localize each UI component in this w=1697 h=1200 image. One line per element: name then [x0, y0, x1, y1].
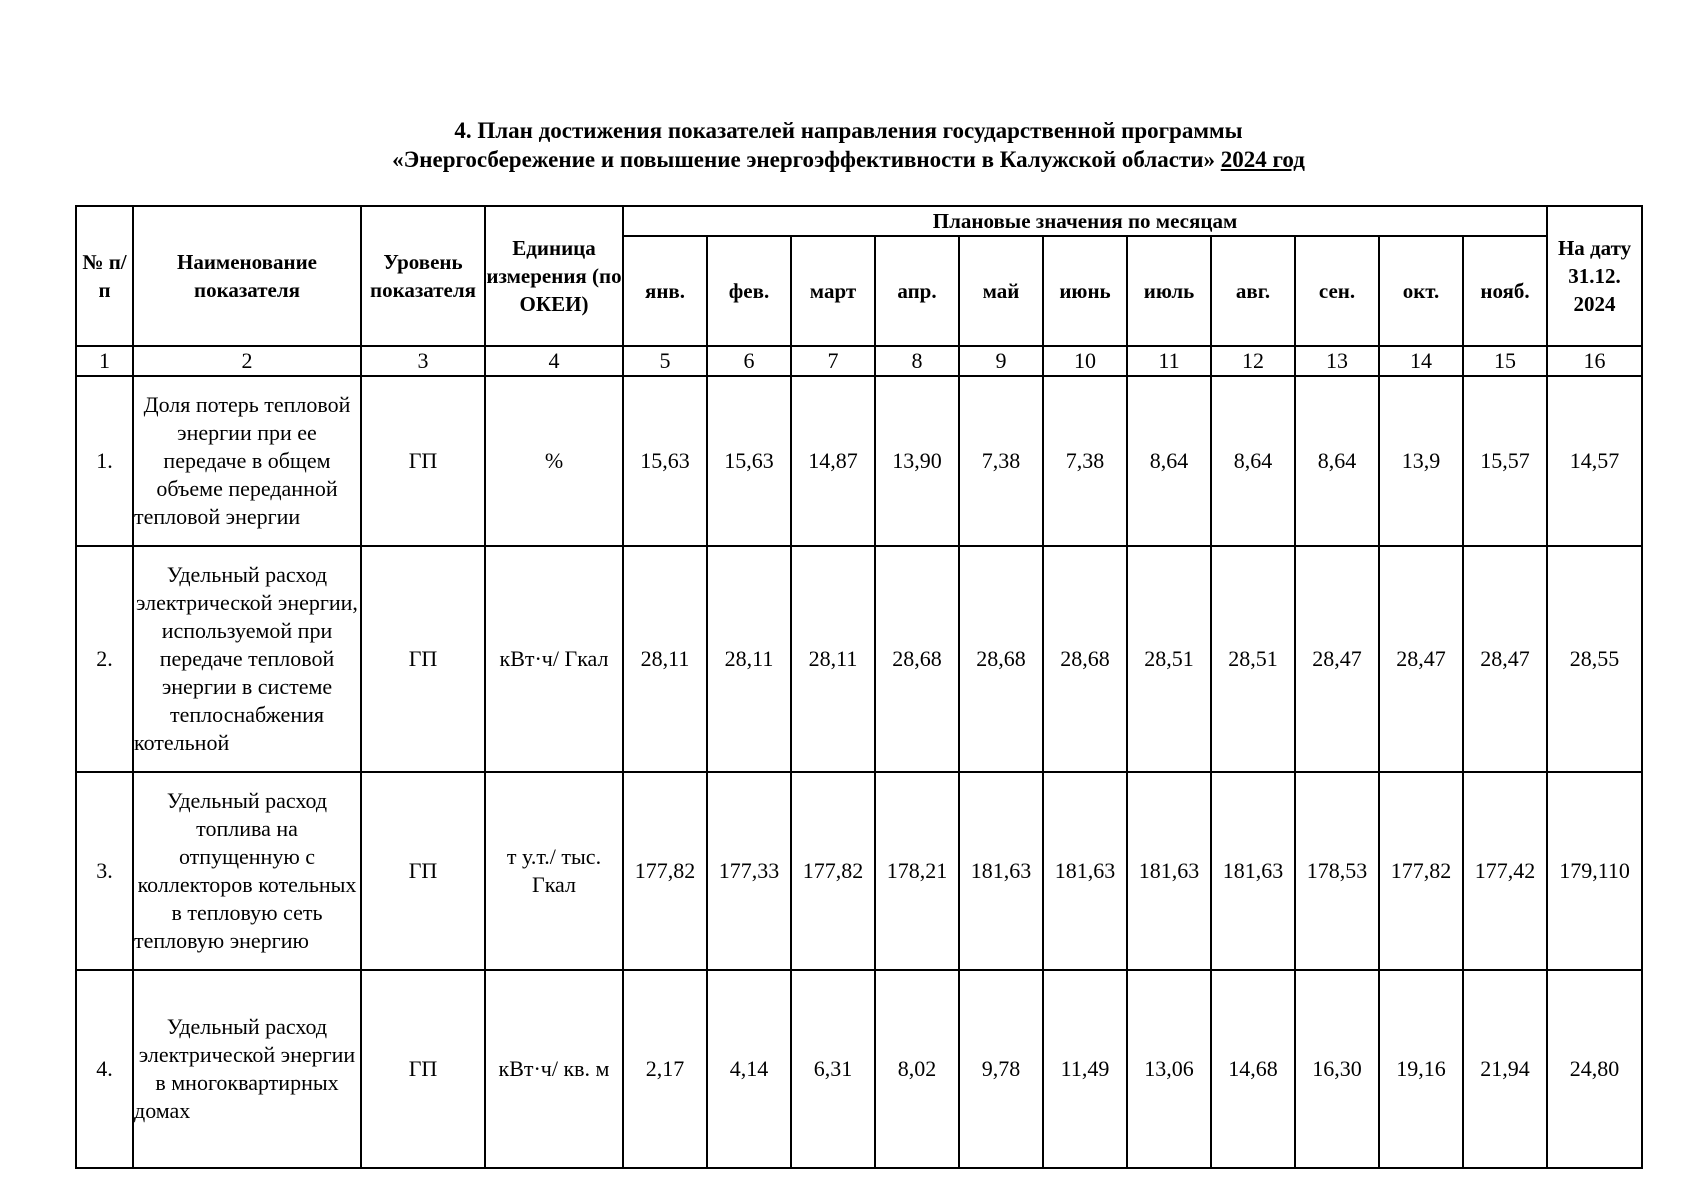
column-number: 2	[133, 346, 361, 376]
header-month: нояб.	[1463, 236, 1547, 346]
final-value: 24,80	[1547, 970, 1642, 1168]
monthly-value: 15,63	[623, 376, 707, 546]
monthly-value: 28,47	[1295, 546, 1379, 772]
monthly-value: 15,63	[707, 376, 791, 546]
column-number: 8	[875, 346, 959, 376]
monthly-value: 178,53	[1295, 772, 1379, 970]
final-value: 28,55	[1547, 546, 1642, 772]
monthly-value: 8,02	[875, 970, 959, 1168]
monthly-value: 21,94	[1463, 970, 1547, 1168]
monthly-value: 13,9	[1379, 376, 1463, 546]
column-number: 13	[1295, 346, 1379, 376]
column-number: 4	[485, 346, 623, 376]
monthly-value: 28,11	[623, 546, 707, 772]
table-row	[76, 970, 1642, 1168]
monthly-value: 178,21	[875, 772, 959, 970]
column-number: 12	[1211, 346, 1295, 376]
monthly-value: 13,06	[1127, 970, 1211, 1168]
monthly-value: 28,68	[1043, 546, 1127, 772]
monthly-value: 28,11	[707, 546, 791, 772]
column-number: 9	[959, 346, 1043, 376]
column-number-row	[76, 346, 1642, 376]
monthly-value: 28,51	[1211, 546, 1295, 772]
row-number: 2.	[76, 546, 133, 772]
header-month: окт.	[1379, 236, 1463, 346]
monthly-value: 16,30	[1295, 970, 1379, 1168]
monthly-value: 6,31	[791, 970, 875, 1168]
monthly-value: 15,57	[1463, 376, 1547, 546]
monthly-value: 177,82	[791, 772, 875, 970]
header-row-main	[76, 206, 1642, 236]
header-month: фев.	[707, 236, 791, 346]
monthly-value: 8,64	[1295, 376, 1379, 546]
header-month: апр.	[875, 236, 959, 346]
title-line-2-text: «Энергосбережение и повышение энергоэффективности в Калужской области»	[392, 147, 1215, 172]
column-number: 1	[76, 346, 133, 376]
monthly-value: 177,82	[623, 772, 707, 970]
monthly-value: 7,38	[959, 376, 1043, 546]
column-number: 3	[361, 346, 485, 376]
indicator-level: ГП	[361, 772, 485, 970]
title-line-1: 4. План достижения показателей направления государственной программы	[454, 118, 1243, 143]
header-month: июль	[1127, 236, 1211, 346]
monthly-value: 14,87	[791, 376, 875, 546]
table-row	[76, 376, 1642, 546]
column-number: 10	[1043, 346, 1127, 376]
header-month: янв.	[623, 236, 707, 346]
table-row	[76, 546, 1642, 772]
indicator-unit: кВт·ч/ Гкал	[485, 546, 623, 772]
final-value: 14,57	[1547, 376, 1642, 546]
header-monthly-group: Плановые значения по месяцам	[623, 206, 1547, 236]
monthly-value: 177,82	[1379, 772, 1463, 970]
title-year: 2024 год	[1220, 147, 1305, 172]
indicator-unit: т у.т./ тыс. Гкал	[485, 772, 623, 970]
monthly-value: 9,78	[959, 970, 1043, 1168]
monthly-value: 28,68	[959, 546, 1043, 772]
monthly-value: 13,90	[875, 376, 959, 546]
header-level: Уровень показателя	[361, 206, 485, 346]
monthly-value: 4,14	[707, 970, 791, 1168]
column-number: 16	[1547, 346, 1642, 376]
monthly-value: 181,63	[959, 772, 1043, 970]
title-line-2	[0, 145, 1697, 174]
indicator-unit: %	[485, 376, 623, 546]
monthly-value: 19,16	[1379, 970, 1463, 1168]
indicator-name: Удельный расход топлива на отпущенную с коллекторов котельных в тепловую сеть тепловую энергию	[133, 772, 361, 970]
indicator-name: Удельный расход электрической энергии, используемой при передаче тепловой энергии в системе теплоснабжения котельной	[133, 546, 361, 772]
monthly-value: 11,49	[1043, 970, 1127, 1168]
monthly-value: 181,63	[1043, 772, 1127, 970]
monthly-value: 181,63	[1211, 772, 1295, 970]
column-number: 11	[1127, 346, 1211, 376]
monthly-value: 28,51	[1127, 546, 1211, 772]
indicators-plan-table	[75, 205, 1643, 1169]
monthly-value: 181,63	[1127, 772, 1211, 970]
header-month: авг.	[1211, 236, 1295, 346]
monthly-value: 177,33	[707, 772, 791, 970]
table-row	[76, 772, 1642, 970]
monthly-value: 2,17	[623, 970, 707, 1168]
monthly-value: 28,47	[1463, 546, 1547, 772]
column-number: 7	[791, 346, 875, 376]
header-month: июнь	[1043, 236, 1127, 346]
indicator-level: ГП	[361, 970, 485, 1168]
header-name: Наименование показателя	[133, 206, 361, 346]
indicator-name: Удельный расход электрической энергии в многоквартирных домах	[133, 970, 361, 1168]
header-final: На дату 31.12. 2024	[1547, 206, 1642, 346]
monthly-value: 28,68	[875, 546, 959, 772]
document-title	[0, 116, 1697, 174]
monthly-value: 177,42	[1463, 772, 1547, 970]
header-month: май	[959, 236, 1043, 346]
column-number: 15	[1463, 346, 1547, 376]
column-number: 5	[623, 346, 707, 376]
row-number: 4.	[76, 970, 133, 1168]
indicator-unit: кВт·ч/ кв. м	[485, 970, 623, 1168]
column-number: 14	[1379, 346, 1463, 376]
indicator-level: ГП	[361, 376, 485, 546]
final-value: 179,110	[1547, 772, 1642, 970]
column-number: 6	[707, 346, 791, 376]
header-num: № п/п	[76, 206, 133, 346]
header-month: сен.	[1295, 236, 1379, 346]
monthly-value: 14,68	[1211, 970, 1295, 1168]
row-number: 3.	[76, 772, 133, 970]
indicator-level: ГП	[361, 546, 485, 772]
monthly-value: 7,38	[1043, 376, 1127, 546]
row-number: 1.	[76, 376, 133, 546]
monthly-value: 28,47	[1379, 546, 1463, 772]
header-month: март	[791, 236, 875, 346]
monthly-value: 28,11	[791, 546, 875, 772]
header-unit: Единица измерения (по ОКЕИ)	[485, 206, 623, 346]
indicator-name: Доля потерь тепловой энергии при ее передаче в общем объеме переданной тепловой энергии	[133, 376, 361, 546]
monthly-value: 8,64	[1127, 376, 1211, 546]
monthly-value: 8,64	[1211, 376, 1295, 546]
